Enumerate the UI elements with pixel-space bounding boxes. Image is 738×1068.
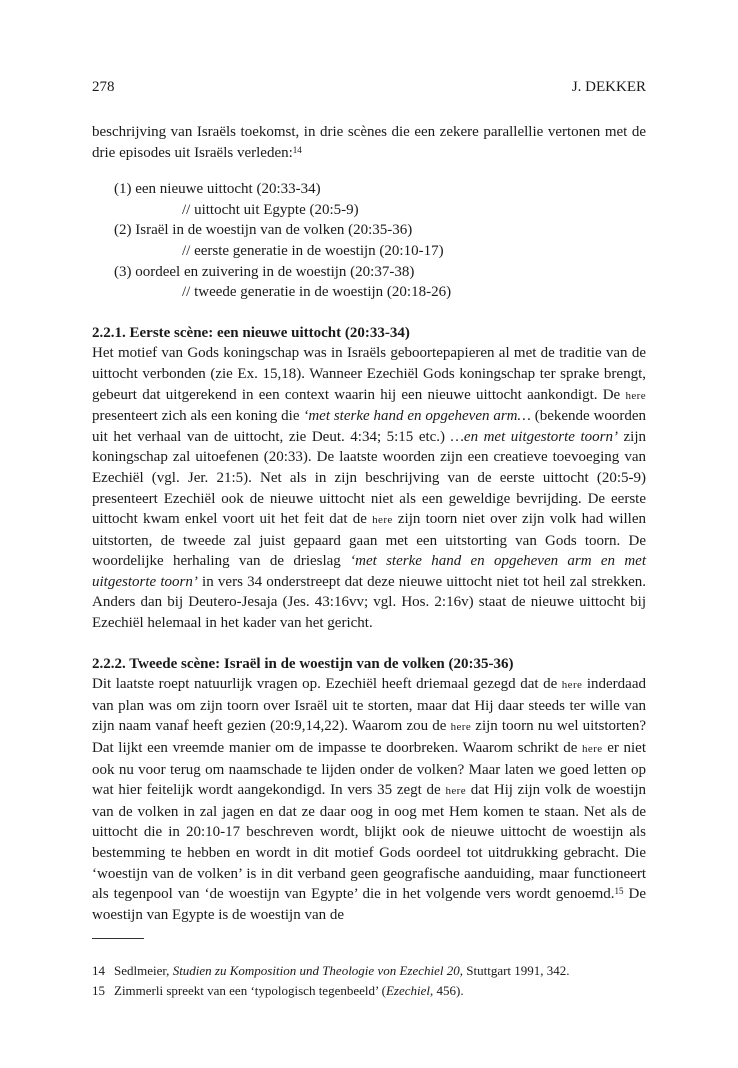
list-item: (3) oordeel en zuivering in de woestijn (20:37-38) <box>114 263 415 280</box>
intro-paragraph <box>92 122 646 163</box>
text-run: zijn toorn nu wel uitstorten? Dat lijkt een vreemde manier om de impasse te doorbreken. Waarom schrikt de <box>92 718 646 757</box>
page-header <box>92 77 646 97</box>
section-heading-1: 2.2.1. Eerste scène: een nieuwe uittocht (20:33-34) <box>92 324 410 341</box>
section2-paragraph <box>92 674 646 925</box>
text-run: er niet ook nu voor terug om naamschade te lijden onder de volken? Maar laten we goed letten op wat hier feitelijk wordt aangekondigd. In vers 35 zegt de <box>92 740 646 799</box>
list-item: (1) een nieuwe uittocht (20:33-34) <box>114 181 321 198</box>
italic-quote: …en met uitgestorte toorn’ <box>450 428 618 445</box>
footnote-title: Studien zu Komposition und Theologie von Ezechiel 20 <box>172 963 460 978</box>
footnote-text <box>114 961 570 981</box>
intro-text: beschrijving van Israëls toekomst, in drie scènes die een zekere parallellie vertonen met de drie episodes uit Israëls verleden: <box>92 124 646 161</box>
footnote-14 <box>92 961 646 981</box>
footnote-ref-14: 14 <box>292 144 302 155</box>
small-caps-here: here <box>582 743 603 756</box>
text-run: in vers 34 onderstreept dat deze nieuwe uittocht niet tot heil zal strekken. Anders dan bij Deutero-Jesaja (Jes. 43:16vv; vgl. Hos. 2:16v) staat de nieuwe uittocht bij Ezechiël helemaal in het kader van het gericht. <box>92 573 646 632</box>
list-item: // tweede generatie in de woestijn (20:18-26) <box>182 284 452 301</box>
footnote-divider <box>92 938 144 939</box>
italic-quote: ‘met sterke hand en opgeheven arm en met uitgestorte toorn’ <box>92 553 646 590</box>
footnote-number: 15 <box>92 983 105 998</box>
footnote-15 <box>92 981 646 1001</box>
text-run: De woestijn van Egypte is de woestijn van de <box>92 886 646 923</box>
footnote-author: Sedlmeier, <box>114 963 173 978</box>
footnote-ref-15: 15 <box>614 886 624 897</box>
footnote-rest: , Stuttgart 1991, 342. <box>459 963 570 978</box>
list-item: // eerste generatie in de woestijn (20:10-17) <box>182 242 444 259</box>
text-run: presenteert zich als een koning die <box>92 408 304 425</box>
text-run: zijn toorn niet over zijn volk had willen uitstorten, de tweede zal juist gepaard gaan met een uitstorting van Gods toorn. De woordelijke herhaling van de drieslag <box>92 511 646 570</box>
small-caps-here: here <box>372 514 393 527</box>
footnotes <box>92 961 646 1001</box>
small-caps-here: here <box>450 721 472 734</box>
text-run: Het motief van Gods koningschap was in Israëls geboortepapieren al met de traditie van de uittocht verbonden (zie Ex. 15,18). Wanneer Ezechiël Gods koningschap ter sprake brengt, gebeurt dat uitgerekend in een context waarin hij een nieuwe uittocht aankondigt. De <box>92 345 646 403</box>
footnote-title: Ezechiel <box>385 983 430 998</box>
section1-paragraph <box>92 343 646 633</box>
section-heading-2: 2.2.2. Tweede scène: Israël in de woestijn van de volken (20:35-36) <box>92 655 514 672</box>
footnote-author: Zimmerli spreekt van een ‘typologisch tegenbeeld’ ( <box>114 983 386 998</box>
small-caps-here: here <box>445 785 466 798</box>
episode-list <box>92 179 646 303</box>
text-run: Dit laatste roept natuurlijk vragen op. Ezechiël heeft driemaal gezegd dat de <box>92 676 562 693</box>
text-run: (bekende woorden uit het verhaal van de uittocht, zie Deut. 4:34; 5:15 etc.) <box>92 408 647 445</box>
text-run: inderdaad van plan was om zijn toorn over Israël uit te storten, maar dat Hij daar steeds ter wille van zijn naam vanaf heeft gezien (20:9,14,22). Waarom zou de <box>92 676 646 735</box>
page-number: 278 <box>92 79 115 95</box>
list-item: (2) Israël in de woestijn van de volken (20:35-36) <box>114 222 413 239</box>
italic-quote: ‘met sterke hand en opgeheven arm… <box>303 408 531 425</box>
small-caps-here: here <box>561 679 583 692</box>
footnote-rest: , 456). <box>430 983 464 998</box>
list-item: // uittocht uit Egypte (20:5-9) <box>182 201 359 218</box>
footnote-number: 14 <box>92 963 105 978</box>
text-run: dat Hij zijn volk de woestijn van de volken in zal jagen en dat ze daar oog in oog met Hem komen te staan. Net als de uittocht die in 20:10-17 beschreven wordt, blijkt ook de nieuwe uittocht de woestijn als bestemming te hebben en wordt in dit motief Gods oordeel tot uitdrukking gebracht. Die ‘woestijn van de volken’ is in dit verband geen geografische aanduiding, maar functioneert als tegenpool van ‘de woestijn van Egypte’ die in het volgende vers wordt genoemd. <box>92 782 647 903</box>
footnote-text <box>114 981 464 1001</box>
small-caps-here: here <box>625 389 646 402</box>
running-title: J. DEKKER <box>571 79 646 95</box>
text-run: zijn koningschap zal uitoefenen (20:33). De laatste woorden zijn een creatieve toevoeging van Ezechiël (vgl. Jer. 21:5). Net als in zijn beschrijving van de eerste uittocht (20:5-9) presenteert Ezechiël ook de nieuwe uittocht niet als een geweldige bevrijding. De eerste uittocht kwam enkel voort uit het feit dat de <box>92 428 646 528</box>
body-text <box>92 122 646 925</box>
